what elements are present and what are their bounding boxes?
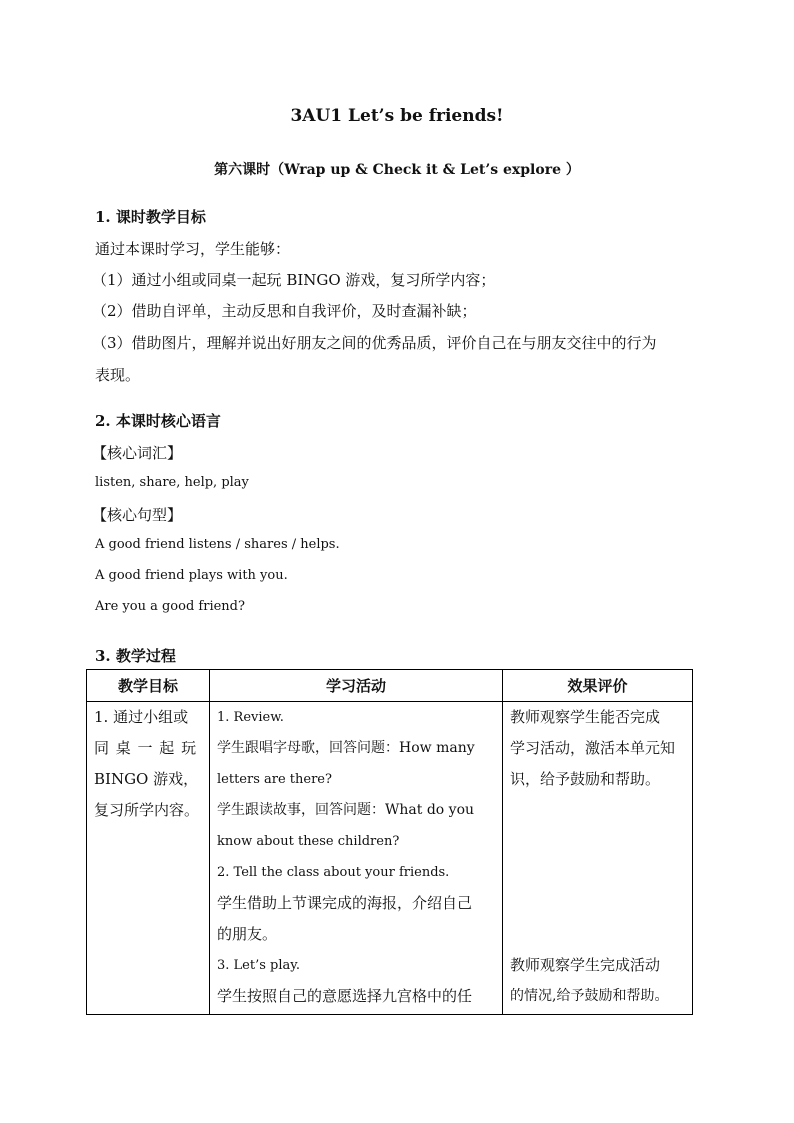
section1-item: （3）借助图片，理解并说出好朋友之间的优秀品质，评价自己在与朋友交往中的行为 xyxy=(92,334,657,352)
activity-line: know about these children? xyxy=(217,834,400,849)
evaluation-line xyxy=(510,919,685,950)
activity-line: 1. Review. xyxy=(217,710,284,725)
header-evaluation: 效果评价 xyxy=(503,670,693,702)
sentence-item: A good friend listens / shares / helps. xyxy=(95,537,340,552)
evaluation-line xyxy=(510,857,685,888)
vocab-label: 【核心词汇】 xyxy=(92,444,183,462)
section2-heading: 2. 本课时核心语言 xyxy=(95,412,221,430)
sentence-item: A good friend plays with you. xyxy=(95,568,288,583)
section1-item: （2）借助自评单，主动反思和自我评价，及时查漏补缺； xyxy=(92,302,477,320)
activity-line: letters are there? xyxy=(217,772,332,787)
goal-cell xyxy=(87,702,210,1015)
section1-item: （1）通过小组或同桌一起玩 BINGO 游戏，复习所学内容； xyxy=(92,271,496,289)
activity-line: 2. Tell the class about your friends. xyxy=(217,865,450,880)
table-header-row xyxy=(87,670,693,702)
evaluation-line: 学习活动，激活本单元知 xyxy=(510,739,676,757)
activity-line: 的朋友。 xyxy=(217,925,278,943)
table-row xyxy=(87,702,693,1015)
goal-line: 1. 通过小组或 xyxy=(94,708,189,726)
evaluation-line: 教师观察学生完成活动 xyxy=(510,956,661,974)
activity-line: 3. Let’s play. xyxy=(217,958,301,973)
evaluation-line xyxy=(510,795,685,826)
header-activity: 学习活动 xyxy=(210,670,503,702)
activity-line: 学生跟唱字母歌，回答问题：How many xyxy=(217,740,475,756)
evaluation-line: 教师观察学生能否完成 xyxy=(510,708,661,726)
document-subtitle: 第六课时（Wrap up & Check it & Let’s explore ） xyxy=(214,162,580,178)
evaluation-cell xyxy=(503,702,693,1015)
activity-cell xyxy=(210,702,503,1015)
activity-line: 学生按照自己的意愿选择九宫格中的任 xyxy=(217,987,473,1005)
document-title: 3AU1 Let’s be friends! xyxy=(290,106,504,126)
goal-line: BINGO 游戏， xyxy=(94,770,199,788)
activity-line: 学生借助上节课完成的海报，介绍自己 xyxy=(217,894,473,912)
teaching-process-table xyxy=(86,669,693,1015)
evaluation-line xyxy=(510,826,685,857)
vocab-list: listen, share, help, play xyxy=(95,475,249,490)
activity-line: 学生跟读故事，回答问题：What do you xyxy=(217,802,475,818)
section1-heading: 1. 课时教学目标 xyxy=(95,208,206,226)
evaluation-line: 识，给予鼓励和帮助。 xyxy=(510,770,661,788)
sentence-label: 【核心句型】 xyxy=(92,506,183,524)
section1-item: 表现。 xyxy=(95,366,141,384)
evaluation-line: 的情况,给予鼓励和帮助。 xyxy=(510,988,669,1004)
section3-heading: 3. 教学过程 xyxy=(95,647,176,665)
section1-intro: 通过本课时学习，学生能够： xyxy=(95,240,291,258)
header-goal: 教学目标 xyxy=(87,670,210,702)
goal-line: 同 桌 一 起 玩 xyxy=(94,739,198,757)
goal-line: 复习所学内容。 xyxy=(94,801,200,819)
sentence-item: Are you a good friend? xyxy=(95,599,245,614)
evaluation-line xyxy=(510,888,685,919)
